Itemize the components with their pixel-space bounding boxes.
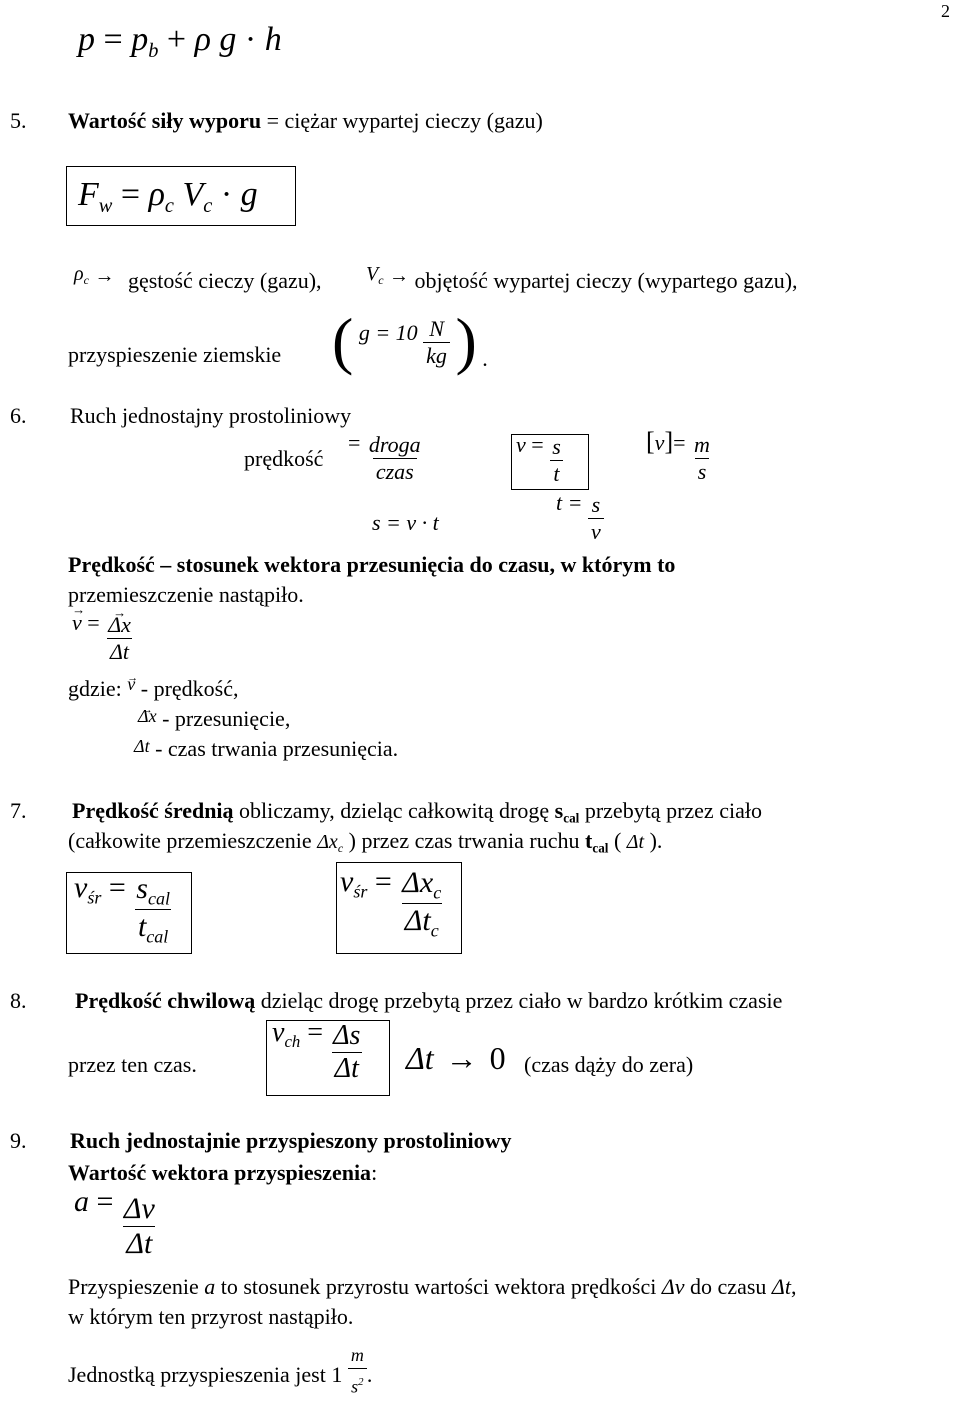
section-9-subtitle: Wartość wektora przyspieszenia:: [68, 1160, 378, 1185]
section-9-heading: 9. Ruch jednostajnie przyspieszony prostoliniowy: [10, 1128, 512, 1153]
section-7-line2: (całkowite przemieszczenie $\Delta x_c$ ) przez czas trwania ruchu $t_{cal}$ ( Δt ).: [68, 828, 663, 856]
where-dx: → Δx - przesunięcie,: [138, 706, 290, 733]
section-5-heading: 5. Wartość siły wyporu = ciężar wypartej cieczy (gazu): [10, 108, 543, 133]
limit-note: (czas dąży do zera): [524, 1052, 694, 1077]
acceleration-desc-line1: Przyspieszenie a to stosunek przyrostu wartości wektora prędkości Δv do czasu Δt,: [68, 1274, 797, 1299]
time-formula: t = $\frac{s}{v}$: [556, 492, 604, 545]
velocity-definition-line2: przemieszczenie nastąpiło.: [68, 582, 304, 607]
acceleration-formula: a = $\frac{\Delta v}{\Delta t}$: [74, 1185, 155, 1260]
limit-expression: Δt → 0: [406, 1040, 506, 1076]
distance-formula: s = v · t: [372, 510, 439, 535]
avg-speed-formula: $v_{śr}$ = $\frac{s_{cal}}{t_{cal}}$: [74, 870, 170, 947]
predkosc-label: prędkość: [244, 446, 324, 471]
page-number: 2: [941, 1, 950, 21]
section-8-line1: 8. Prędkość chwilową dzieląc drogę przebytą przez ciało w bardzo krótkim czasie: [10, 988, 783, 1013]
gravity-value: ( g = 10 $\frac{N}{kg}$ ) .: [332, 305, 488, 376]
velocity-formula: v = $\frac{s}{t}$: [516, 431, 561, 486]
instant-velocity-formula: $v_{ch}$ = $\frac{\Delta s}{\Delta t}$: [272, 1016, 361, 1084]
velocity-vector-formula: → v = → $\frac{\Delta x}{\Delta t}$: [72, 612, 134, 665]
avg-velocity-formula: $v_{śr}$ = $\frac{\Delta x_c}{\Delta t_c}$: [340, 864, 442, 941]
section-7-line1: 7. Prędkość średnią obliczamy, dzieląc całkowitą drogę $s_{cal}$ przebytą przez ciało: [10, 798, 762, 826]
where-v: gdzie: → v - prędkość,: [68, 676, 239, 703]
rho-definition: $\rho_c$ → gęstość cieczy (gazu),: [74, 263, 322, 293]
vc-definition: $V_c$ → objętość wypartej cieczy (wypartego gazu),: [366, 263, 798, 293]
velocity-definition-line1: Prędkość – stosunek wektora przesunięcia do czasu, w którym to: [68, 552, 676, 577]
acceleration-unit: Jednostką przyspieszenia jest 1 $\frac{m}{s^2}$ .: [68, 1348, 372, 1406]
hydrostatic-formula: $p = p_b + \rho$ g · h: [78, 21, 282, 63]
where-dt: Δt - czas trwania przesunięcia.: [134, 736, 399, 761]
velocity-word-formula: = $\frac{\text{droga}}{\text{czas}}$: [348, 429, 421, 484]
gravity-label: przyspieszenie ziemskie: [68, 342, 282, 367]
velocity-unit: [v]= $\frac{m}{s}$: [646, 426, 710, 484]
acceleration-desc-line2: w którym ten przyrost nastąpiło.: [68, 1304, 354, 1329]
section-6-heading: 6. Ruch jednostajny prostoliniowy: [10, 403, 352, 428]
section-8-line2: przez ten czas.: [68, 1052, 197, 1077]
buoyancy-formula: $F_w = \rho_c$ $V_c \cdot g$: [78, 176, 258, 218]
